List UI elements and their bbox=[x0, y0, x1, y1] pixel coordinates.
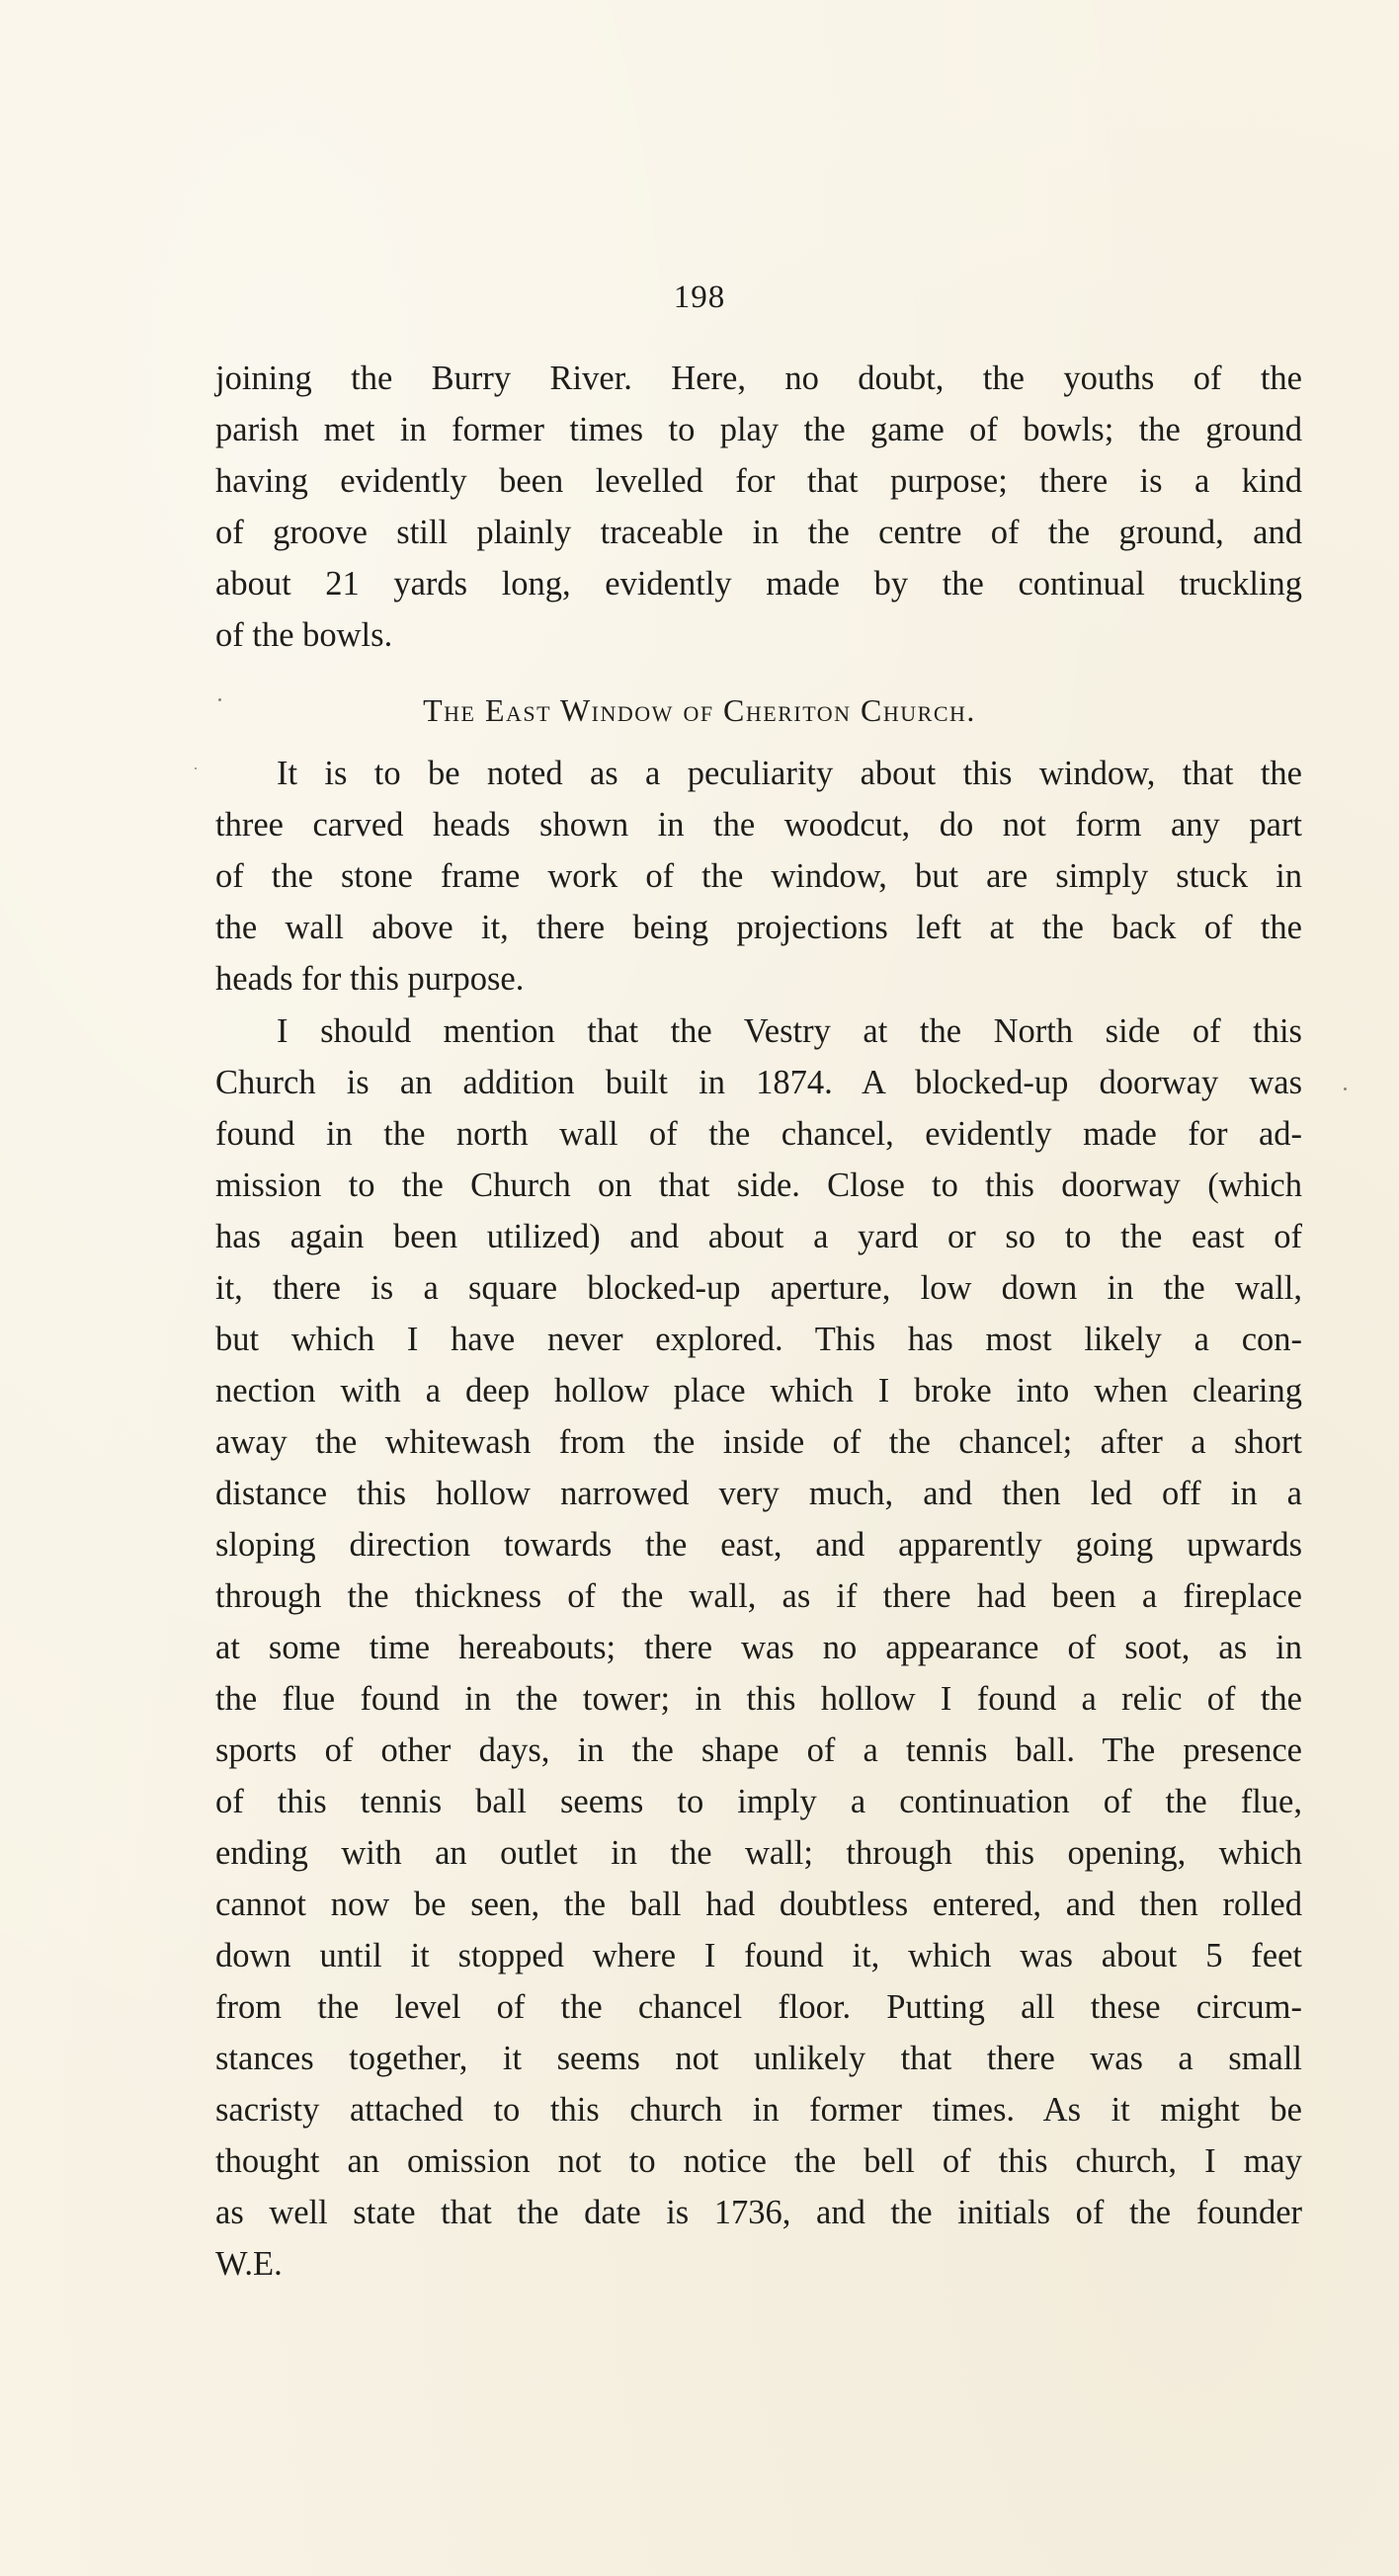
paragraph-vestry bbox=[215, 1006, 1302, 2290]
text-line: down until it stopped where I found it, which was about 5 feet bbox=[215, 1937, 1302, 1974]
text-line: I should mention that the Vestry at the North side of this bbox=[277, 1012, 1302, 1050]
page-number: 198 bbox=[673, 280, 726, 315]
text-line: sloping direction towards the east, and apparently going upwards bbox=[215, 1526, 1302, 1564]
text-line: stances together, it seems not unlikely that there was a small bbox=[215, 2040, 1302, 2077]
text-line: has again been utilized) and about a yard or so to the east of bbox=[215, 1218, 1302, 1255]
text-line: of the stone frame work of the window, but are simply stuck in bbox=[215, 857, 1302, 895]
text-line: having evidently been levelled for that purpose; there is a kind bbox=[215, 462, 1302, 500]
text-line: as well state that the date is 1736, and the initials of the founder bbox=[215, 2194, 1302, 2231]
text-line: cannot now be seen, the ball had doubtless entered, and then rolled bbox=[215, 1886, 1302, 1923]
text-line: but which I have never explored. This has most likely a con- bbox=[215, 1321, 1302, 1358]
text-line: nection with a deep hollow place which I broke into when clearing bbox=[215, 1372, 1302, 1409]
text-line: of this tennis ball seems to imply a continuation of the flue, bbox=[215, 1783, 1302, 1820]
text-line: ending with an outlet in the wall; through this opening, which bbox=[215, 1834, 1302, 1872]
text-line: from the level of the chancel floor. Putting all these circum- bbox=[215, 1988, 1302, 2026]
text-line: thought an omission not to notice the bell of this church, I may bbox=[215, 2142, 1302, 2180]
text-line: sacristy attached to this church in former times. As it might be bbox=[215, 2091, 1302, 2129]
text-line: about 21 yards long, evidently made by the continual truckling bbox=[215, 565, 1302, 603]
section-heading: The East Window of Cheriton Church. bbox=[423, 692, 976, 728]
text-line: of the bowls. bbox=[215, 616, 393, 654]
text-line: of groove still plainly traceable in the centre of the ground, and bbox=[215, 514, 1302, 551]
text-line: found in the north wall of the chancel, evidently made for ad- bbox=[215, 1115, 1302, 1153]
text-line: it, there is a square blocked-up aperture, low down in the wall, bbox=[215, 1269, 1302, 1307]
text-line: W.E. bbox=[215, 2245, 283, 2283]
text-line: away the whitewash from the inside of the chancel; after a short bbox=[215, 1423, 1302, 1461]
paper-speck bbox=[218, 698, 221, 701]
text-line: mission to the Church on that side. Close to this doorway (which bbox=[215, 1167, 1302, 1204]
text-line: at some time hereabouts; there was no appearance of soot, as in bbox=[215, 1629, 1302, 1666]
text-line: heads for this purpose. bbox=[215, 960, 525, 998]
paragraph-bowling-green bbox=[215, 353, 1302, 661]
text-line: distance this hollow narrowed very much, and then led off in a bbox=[215, 1475, 1302, 1512]
text-line: three carved heads shown in the woodcut, do not form any part bbox=[215, 806, 1302, 844]
text-line: the wall above it, there being projections left at the back of the bbox=[215, 909, 1302, 946]
text-line: parish met in former times to play the game of bowls; the ground bbox=[215, 411, 1302, 448]
paragraph-east-window bbox=[215, 748, 1302, 1005]
text-line: joining the Burry River. Here, no doubt, the youths of the bbox=[215, 360, 1302, 397]
text-line: through the thickness of the wall, as if there had been a fireplace bbox=[215, 1577, 1302, 1615]
text-line: Church is an addition built in 1874. A blocked-up doorway was bbox=[215, 1064, 1302, 1101]
text-line: the flue found in the tower; in this hollow I found a relic of the bbox=[215, 1680, 1302, 1718]
paper-speck bbox=[195, 767, 197, 769]
paper-speck bbox=[1344, 1087, 1347, 1090]
text-line: It is to be noted as a peculiarity about this window, that the bbox=[277, 755, 1302, 792]
text-line: sports of other days, in the shape of a tennis ball. The presence bbox=[215, 1731, 1302, 1769]
